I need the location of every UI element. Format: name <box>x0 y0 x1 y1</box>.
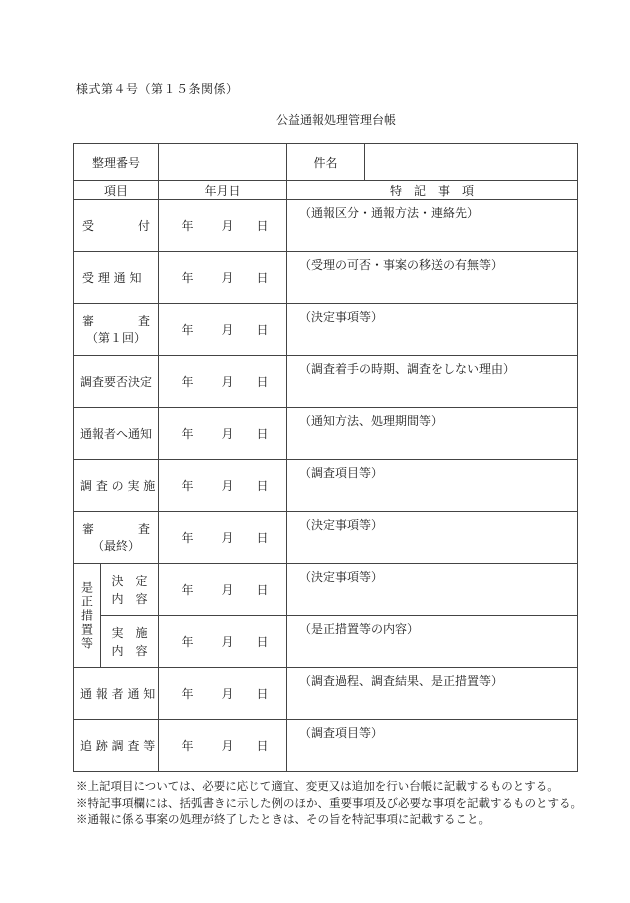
date-field[interactable]: 年 月 日 <box>159 356 287 408</box>
column-remarks: 特 記 事 項 <box>287 181 578 200</box>
date-field[interactable]: 年 月 日 <box>159 564 287 616</box>
row-label-acceptance-notice: 受 理 通 知 <box>74 252 159 304</box>
date-field[interactable]: 年 月 日 <box>159 200 287 252</box>
table-row <box>74 512 578 564</box>
row-label-reporter-notice: 通 報 者 通 知 <box>74 668 159 720</box>
remark-field[interactable]: （通知方法、処理期間等） <box>287 408 578 460</box>
table-row <box>74 408 578 460</box>
footnote: ※特記事項欄には、括弧書きに示した例のほか、重要事項及び必要な事項を記載するものとする。 <box>76 795 582 810</box>
column-header-row <box>74 181 578 200</box>
table-row <box>74 720 578 772</box>
header-row <box>74 144 578 181</box>
remark-field[interactable]: （調査項目等） <box>287 720 578 772</box>
subject-field[interactable] <box>365 144 578 181</box>
page-title: 公益通報処理管理台帳 <box>275 113 396 127</box>
remark-field[interactable]: （是正措置等の内容） <box>287 616 578 668</box>
remark-field[interactable]: （調査着手の時期、調査をしない理由） <box>287 356 578 408</box>
remark-field[interactable]: （決定事項等） <box>287 304 578 356</box>
row-label-investigation: 調 査 の 実 施 <box>74 460 159 512</box>
table-row <box>74 356 578 408</box>
footnote: ※通報に係る事案の処理が終了したときは、その旨を特記事項に記載すること。 <box>76 812 490 826</box>
row-group-corrective-measures: 是正措置等 <box>74 564 101 668</box>
row-label-notify-reporter: 通報者へ通知 <box>74 408 159 460</box>
row-label-review-final: 審 査 （最終） <box>74 512 159 564</box>
row-label-implementation-content: 実 施 内 容 <box>101 616 159 668</box>
row-label-decision-content: 決 定 内 容 <box>101 564 159 616</box>
remark-field[interactable]: （決定事項等） <box>287 512 578 564</box>
serial-number-field[interactable] <box>159 144 287 181</box>
footnotes <box>76 778 586 828</box>
ledger-table <box>73 143 578 772</box>
column-date: 年月日 <box>159 181 287 200</box>
remark-field[interactable]: （調査項目等） <box>287 460 578 512</box>
remark-field[interactable]: （決定事項等） <box>287 564 578 616</box>
date-field[interactable]: 年 月 日 <box>159 668 287 720</box>
table-row <box>74 668 578 720</box>
date-field[interactable]: 年 月 日 <box>159 512 287 564</box>
form-number: 様式第４号（第１５条関係） <box>76 82 239 96</box>
table-row <box>74 460 578 512</box>
date-field[interactable]: 年 月 日 <box>159 460 287 512</box>
table-row <box>74 304 578 356</box>
row-label-reception: 受 付 <box>74 200 159 252</box>
table-row <box>74 616 578 668</box>
table-row <box>74 564 578 616</box>
date-field[interactable]: 年 月 日 <box>159 720 287 772</box>
date-field[interactable]: 年 月 日 <box>159 408 287 460</box>
remark-field[interactable]: （調査過程、調査結果、是正措置等） <box>287 668 578 720</box>
column-item: 項目 <box>74 181 159 200</box>
row-label-review-first: 審 査 （第１回） <box>74 304 159 356</box>
subject-label: 件名 <box>287 144 365 181</box>
date-field[interactable]: 年 月 日 <box>159 252 287 304</box>
table-row <box>74 252 578 304</box>
row-label-follow-up: 追 跡 調 査 等 <box>74 720 159 772</box>
serial-number-label: 整理番号 <box>74 144 159 181</box>
row-label-investigation-decision: 調査要否決定 <box>74 356 159 408</box>
date-field[interactable]: 年 月 日 <box>159 304 287 356</box>
remark-field[interactable]: （通報区分・通報方法・連絡先） <box>287 200 578 252</box>
date-field[interactable]: 年 月 日 <box>159 616 287 668</box>
table-row <box>74 200 578 252</box>
footnote: ※上記項目については、必要に応じて適宜、変更又は追加を行い台帳に記載するものとする。 <box>76 779 559 793</box>
remark-field[interactable]: （受理の可否・事案の移送の有無等） <box>287 252 578 304</box>
